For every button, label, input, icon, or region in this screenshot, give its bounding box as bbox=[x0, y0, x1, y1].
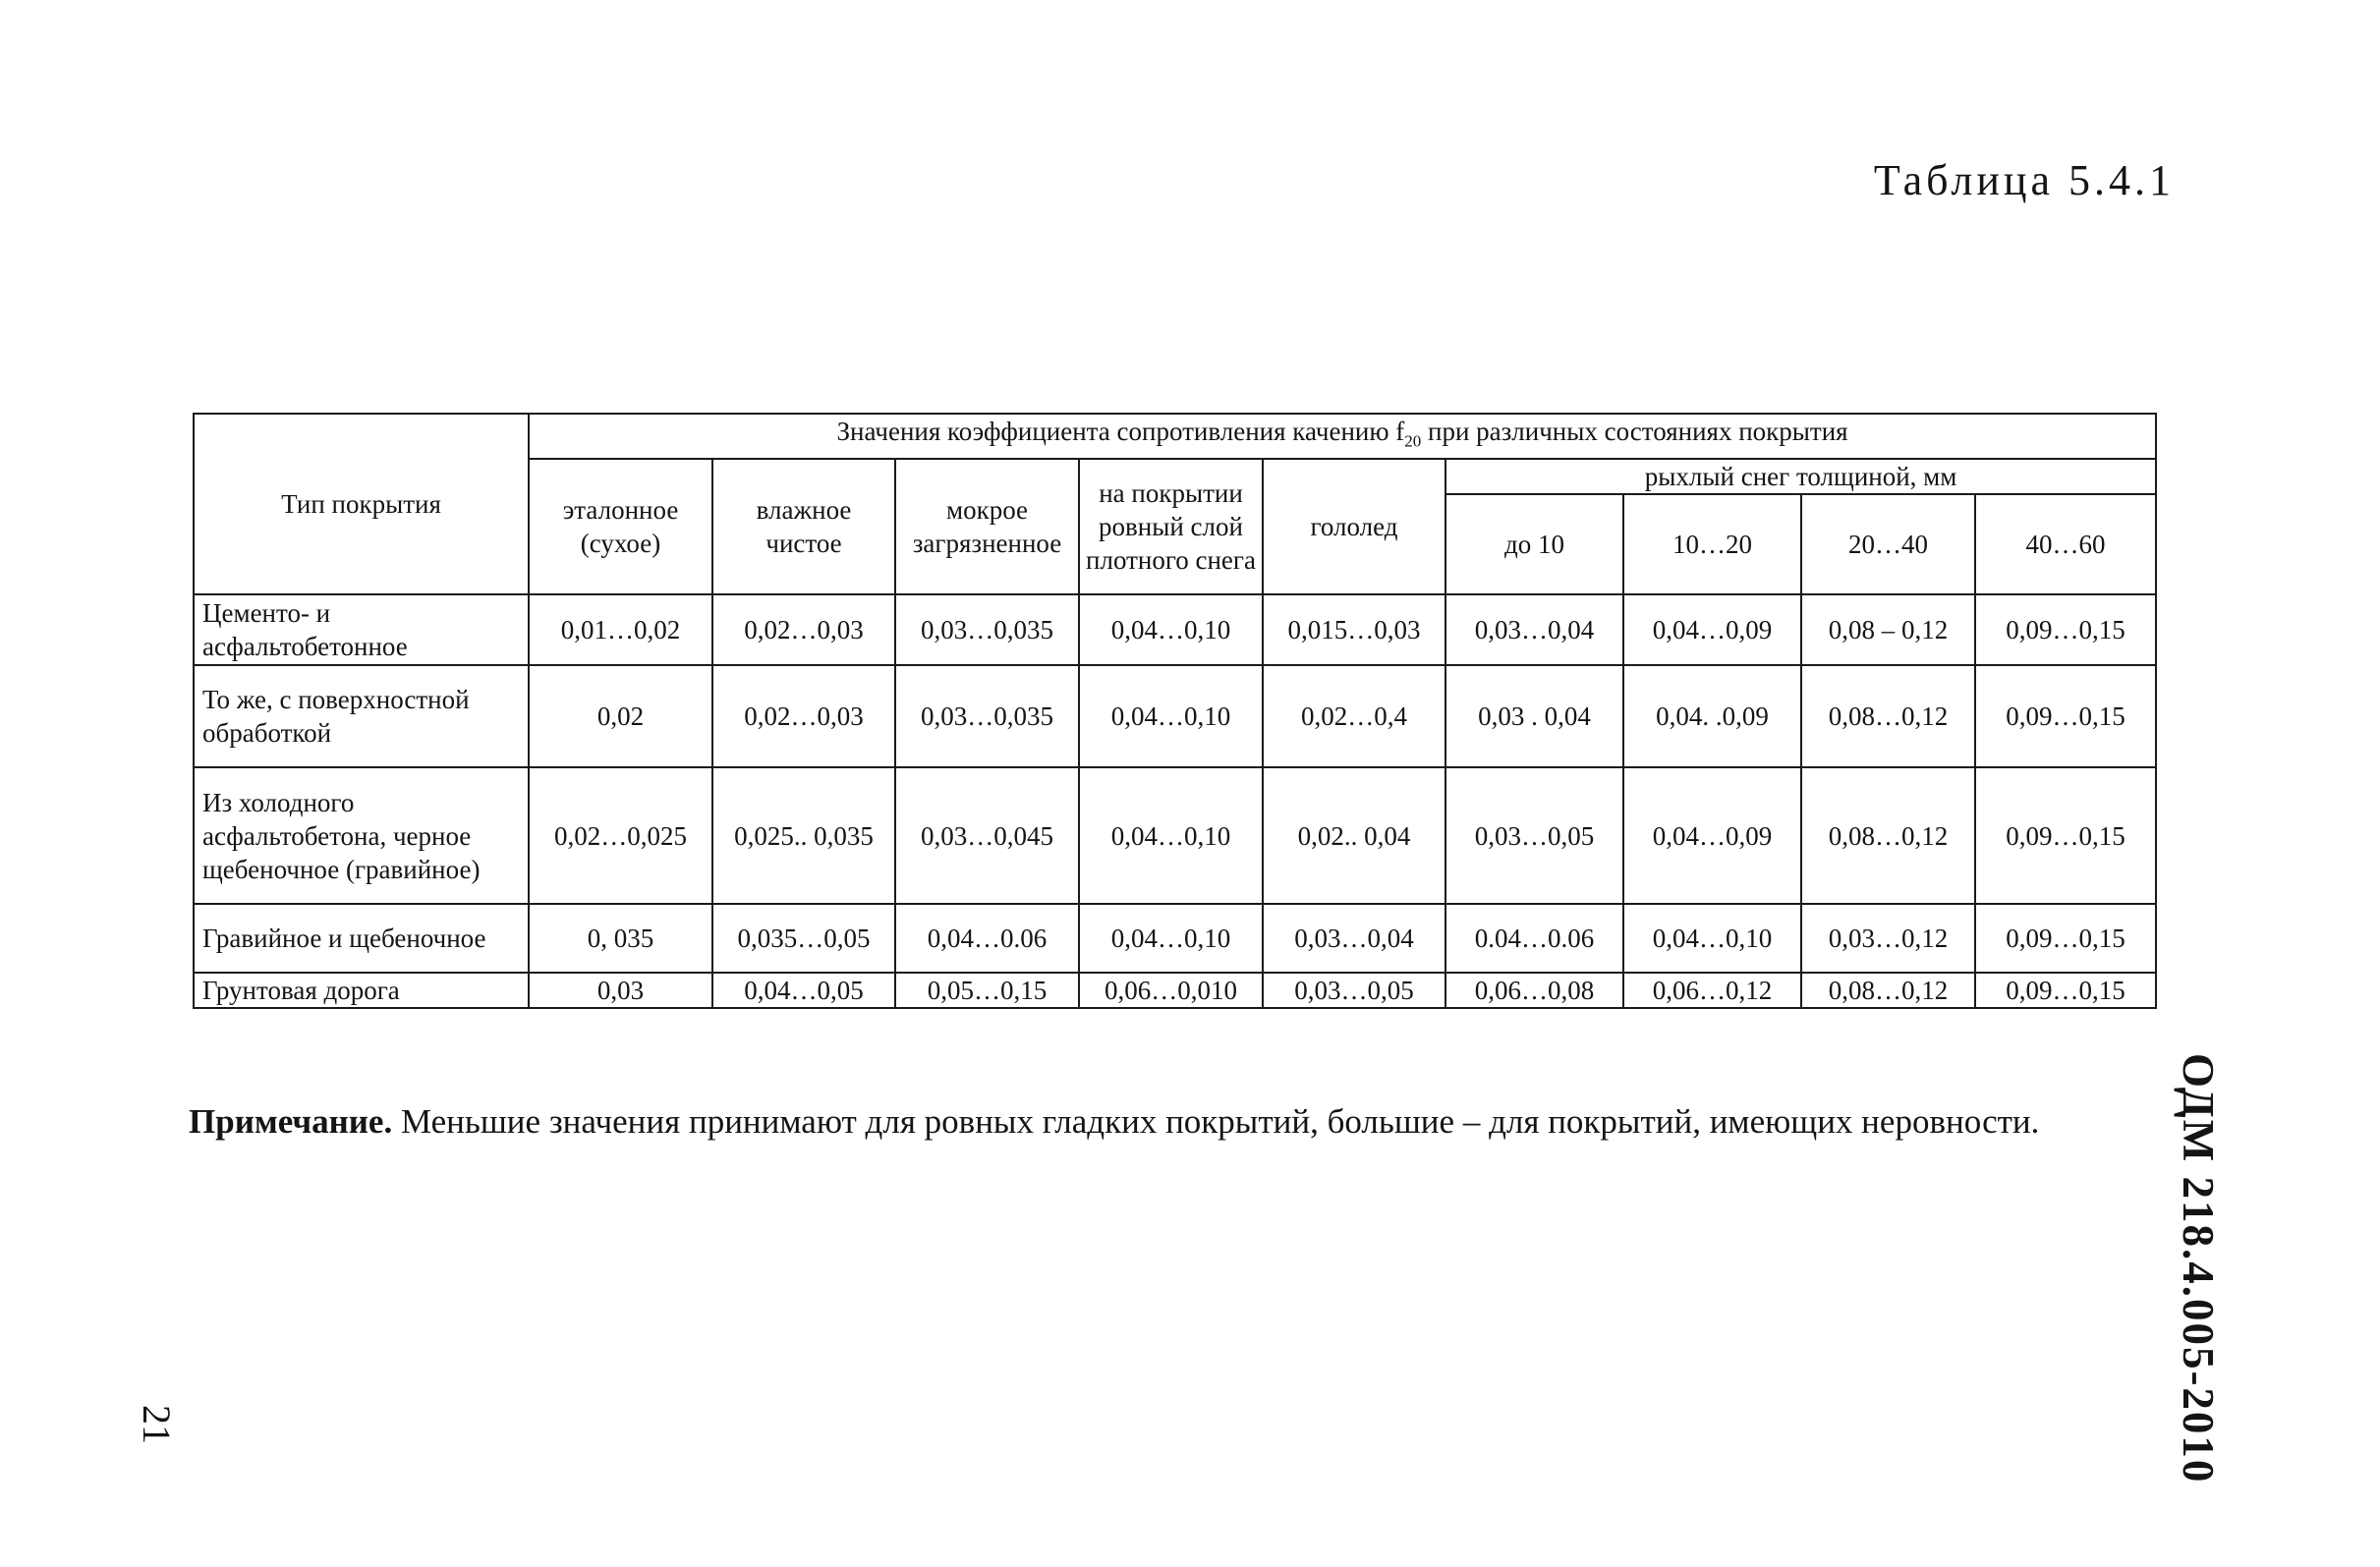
table-cell: 0,04…0,10 bbox=[1079, 904, 1263, 973]
table-cell: 0,06…0,010 bbox=[1079, 973, 1263, 1008]
table-cell: 0,02…0,03 bbox=[712, 665, 895, 767]
table-cell: 0,09…0,15 bbox=[1975, 973, 2156, 1008]
rolling-resistance-table bbox=[193, 413, 2157, 1009]
table-cell: 0,03 bbox=[529, 973, 712, 1008]
table-cell: 0,06…0,08 bbox=[1445, 973, 1623, 1008]
note-text: Меньшие значения принимают для ровных гладких покрытий, большие – для покрытий, имеющих неровности. bbox=[392, 1102, 2040, 1141]
header-packed-snow: на покрытии ровный слой плотного снега bbox=[1079, 459, 1263, 594]
header-group-title-prefix: Значения коэффициента сопротивления качению f bbox=[836, 417, 1405, 446]
table-cell: 0,02…0,03 bbox=[712, 594, 895, 665]
table-cell: 0,04…0,09 bbox=[1623, 594, 1801, 665]
table-row bbox=[194, 665, 2156, 767]
table-caption: Таблица 5.4.1 bbox=[1873, 156, 2175, 204]
header-type: Тип покрытия bbox=[194, 414, 529, 594]
table-cell: 0,03…0,04 bbox=[1263, 904, 1445, 973]
table-cell: 0,09…0,15 bbox=[1975, 665, 2156, 767]
table-cell: 0,04…0.06 bbox=[895, 904, 1079, 973]
table-cell: 0,08…0,12 bbox=[1801, 767, 1975, 904]
row-type: Цементо- и асфальтобетонное bbox=[194, 594, 529, 665]
header-group-title bbox=[529, 414, 2156, 459]
page-number: 21 bbox=[135, 1405, 179, 1444]
header-snow-range: 20…40 bbox=[1801, 494, 1975, 594]
table-cell: 0,08 – 0,12 bbox=[1801, 594, 1975, 665]
header-wet-dirty: мокрое загрязненное bbox=[895, 459, 1079, 594]
table-cell: 0,04…0,05 bbox=[712, 973, 895, 1008]
table-cell: 0,02.. 0,04 bbox=[1263, 767, 1445, 904]
table-cell: 0,03…0,04 bbox=[1445, 594, 1623, 665]
table-row bbox=[194, 594, 2156, 665]
header-group-title-suffix: при различных состояниях покрытия bbox=[1421, 417, 1848, 446]
table-cell: 0,035…0,05 bbox=[712, 904, 895, 973]
table-cell: 0,04…0,09 bbox=[1623, 767, 1801, 904]
table-cell: 0,04…0,10 bbox=[1079, 767, 1263, 904]
table-cell: 0.04…0.06 bbox=[1445, 904, 1623, 973]
table-cell: 0,02 bbox=[529, 665, 712, 767]
table-row bbox=[194, 973, 2156, 1008]
table-cell: 0,03…0,05 bbox=[1263, 973, 1445, 1008]
row-type: Из холодного асфальтобетона, черное щебеночное (гравийное) bbox=[194, 767, 529, 904]
table-cell: 0,04…0,10 bbox=[1079, 665, 1263, 767]
header-ice: гололед bbox=[1263, 459, 1445, 594]
table-cell: 0,04…0,10 bbox=[1623, 904, 1801, 973]
header-reference: эталонное (сухое) bbox=[529, 459, 712, 594]
table-cell: 0,01…0,02 bbox=[529, 594, 712, 665]
header-snow-range: до 10 bbox=[1445, 494, 1623, 594]
document-code: ОДМ 218.4.005-2010 bbox=[2174, 1053, 2223, 1484]
table-cell: 0,08…0,12 bbox=[1801, 665, 1975, 767]
table-cell: 0,06…0,12 bbox=[1623, 973, 1801, 1008]
table-cell: 0,04…0,10 bbox=[1079, 594, 1263, 665]
table-row bbox=[194, 904, 2156, 973]
table-cell: 0,03…0,05 bbox=[1445, 767, 1623, 904]
table-cell: 0,03…0,045 bbox=[895, 767, 1079, 904]
table-cell: 0,03 . 0,04 bbox=[1445, 665, 1623, 767]
header-wet: влажное чистое bbox=[712, 459, 895, 594]
header-loose-snow: рыхлый снег толщиной, мм bbox=[1445, 459, 2156, 494]
table-cell: 0,03…0,035 bbox=[895, 665, 1079, 767]
table-cell: 0,02…0,4 bbox=[1263, 665, 1445, 767]
row-type: Гравийное и щебеночное bbox=[194, 904, 529, 973]
table-row bbox=[194, 767, 2156, 904]
table-cell: 0,09…0,15 bbox=[1975, 904, 2156, 973]
table-cell: 0,04. .0,09 bbox=[1623, 665, 1801, 767]
table-cell: 0,08…0,12 bbox=[1801, 973, 1975, 1008]
note-label: Примечание. bbox=[189, 1102, 393, 1141]
note bbox=[189, 1102, 2193, 1142]
table-cell: 0,05…0,15 bbox=[895, 973, 1079, 1008]
table-cell: 0,02…0,025 bbox=[529, 767, 712, 904]
table-cell: 0,09…0,15 bbox=[1975, 594, 2156, 665]
table-cell: 0,09…0,15 bbox=[1975, 767, 2156, 904]
table-cell: 0,015…0,03 bbox=[1263, 594, 1445, 665]
row-type: То же, с поверхностной обработкой bbox=[194, 665, 529, 767]
header-snow-range: 10…20 bbox=[1623, 494, 1801, 594]
table-cell: 0,025.. 0,035 bbox=[712, 767, 895, 904]
table-cell: 0,03…0,12 bbox=[1801, 904, 1975, 973]
row-type: Грунтовая дорога bbox=[194, 973, 529, 1008]
table-cell: 0, 035 bbox=[529, 904, 712, 973]
header-snow-range: 40…60 bbox=[1975, 494, 2156, 594]
header-group-title-subscript: 20 bbox=[1404, 431, 1422, 451]
table-cell: 0,03…0,035 bbox=[895, 594, 1079, 665]
